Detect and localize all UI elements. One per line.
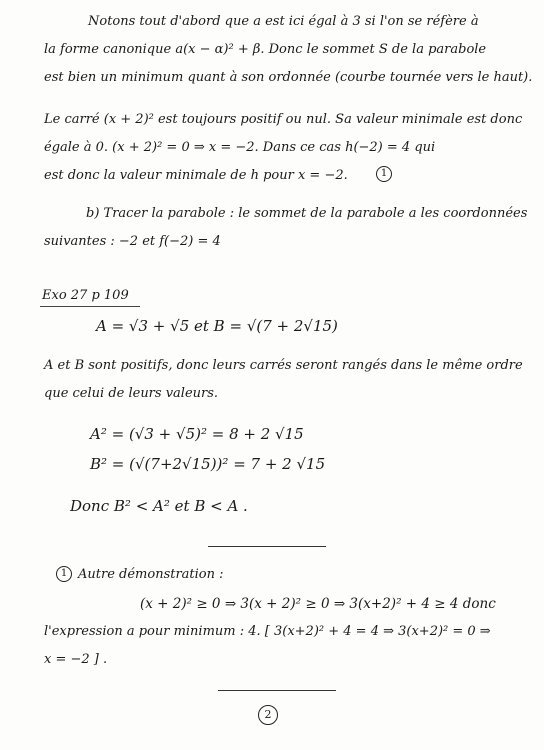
- text-line: égale à 0. (x + 2)² = 0 ⇒ x = −2. Dans ce cas h(−2) = 4 qui: [44, 140, 436, 155]
- page-number: 2: [258, 705, 278, 725]
- text-line: Autre démonstration :: [78, 567, 224, 582]
- separator: [208, 546, 326, 547]
- title-underline: [40, 306, 140, 307]
- equation-a-squared: A² = (√3 + √5)² = 8 + 2 √15: [90, 425, 304, 443]
- text-line: b) Tracer la parabole : le sommet de la parabole a les coordonnées: [86, 206, 528, 221]
- text-line: A et B sont positifs, donc leurs carrés seront rangés dans le même ordre: [44, 358, 523, 373]
- equation-b-squared: B² = (√(7+2√15))² = 7 + 2 √15: [90, 455, 326, 473]
- text-line: x = −2 ] .: [44, 652, 108, 667]
- equation-a-b: A = √3 + √5 et B = √(7 + 2√15): [96, 317, 338, 335]
- text-line: est donc la valeur minimale de h pour x = −2.: [44, 168, 348, 183]
- text-line: suivantes : −2 et f(−2) = 4: [44, 234, 221, 249]
- text-line: que celui de leurs valeurs.: [44, 386, 219, 401]
- separator: [218, 690, 336, 691]
- footnote-marker: 1: [376, 166, 392, 182]
- text-line: la forme canonique a(x − α)² + β. Donc le sommet S de la parabole: [44, 42, 487, 57]
- text-line: est bien un minimum quant à son ordonnée (courbe tournée vers le haut).: [44, 70, 533, 85]
- text-line: (x + 2)² ≥ 0 ⇒ 3(x + 2)² ≥ 0 ⇒ 3(x+2)² + 4 ≥ 4 donc: [140, 596, 496, 612]
- exercise-title: Exo 27 p 109: [42, 288, 129, 303]
- conclusion: Donc B² < A² et B < A .: [70, 497, 248, 515]
- text-line: Le carré (x + 2)² est toujours positif ou nul. Sa valeur minimale est donc: [44, 112, 523, 127]
- footnote-marker: 1: [56, 566, 72, 582]
- text-line: l'expression a pour minimum : 4. [ 3(x+2)² + 4 = 4 ⇒ 3(x+2)² = 0 ⇒: [44, 624, 491, 639]
- text-line: Notons tout d'abord que a est ici égal à 3 si l'on se réfère à: [88, 14, 479, 29]
